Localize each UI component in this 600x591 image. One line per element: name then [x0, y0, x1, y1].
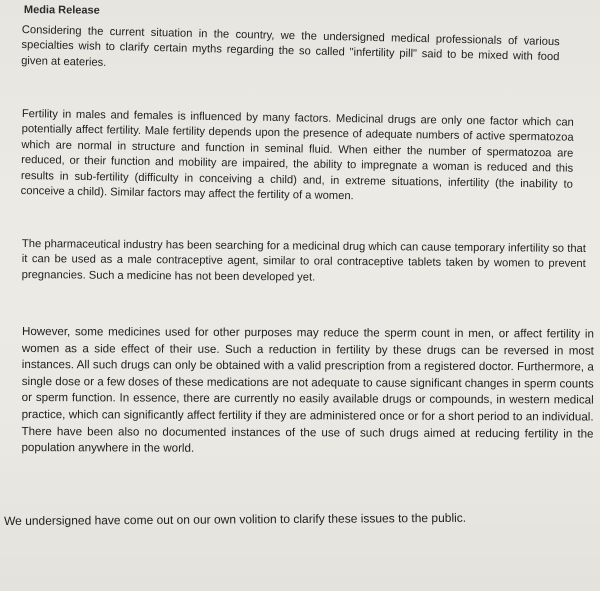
paragraph-pharmaceutical-research: The pharmaceutical industry has been searching for a medicinal drug which can cause temporary infertility so that it can be used as a male contraceptive agent, similar to oral contraceptive tablets taken by women to prevent pregnancies. Such a medicine has not been developed yet.: [21, 237, 586, 284]
paragraph-fertility-factors: Fertility in males and females is influenced by many factors. Medicinal drugs are only one factor which can potentially affect fertility. Male fertility depends upon the presence of adequate numbers of active spermatozoa which are normal in structure and function in seminal fluid. When either the number of spermatozoa are reduced, or their function and mobility are impaired, the ability to impregnate a woman is reduced and this results in sub-fertility (difficulty in conceiving a child) and, in extreme situations, infertility (the inability to conceive a child). Similar factors may affect the fertility of a women.: [20, 107, 574, 203]
closing-statement: We undersigned have come out on our own volition to clarify these issues to the public.: [4, 510, 467, 528]
paragraph-intro: Considering the current situation in the country, we the undersigned medical professionals of various specialties wish to clarify certain myths regarding the so called "infertility pill" said to be mixed with food given at eateries.: [21, 23, 560, 69]
document-title: Media Release: [23, 4, 100, 17]
paragraph-medicine-side-effects: However, some medicines used for other purposes may reduce the sperm count in men, or affect fertility in women as a side effect of their use. Such a reduction in fertility by these drugs can be reversed in most instances. All such drugs can only be obtained with a valid prescription from a registered doctor. Furthermore, a single dose or a few doses of these medications are not adequate to cause significant changes in sperm counts or sperm function. In essence, there are currently no easily available drugs or compounds, in western medical practice, which can significantly affect fertility if they are administered once or for a short period to an individual. There have been also no documented instances of the use of such drugs aimed at reducing fertility in the population anywhere in the world.: [21, 325, 594, 455]
